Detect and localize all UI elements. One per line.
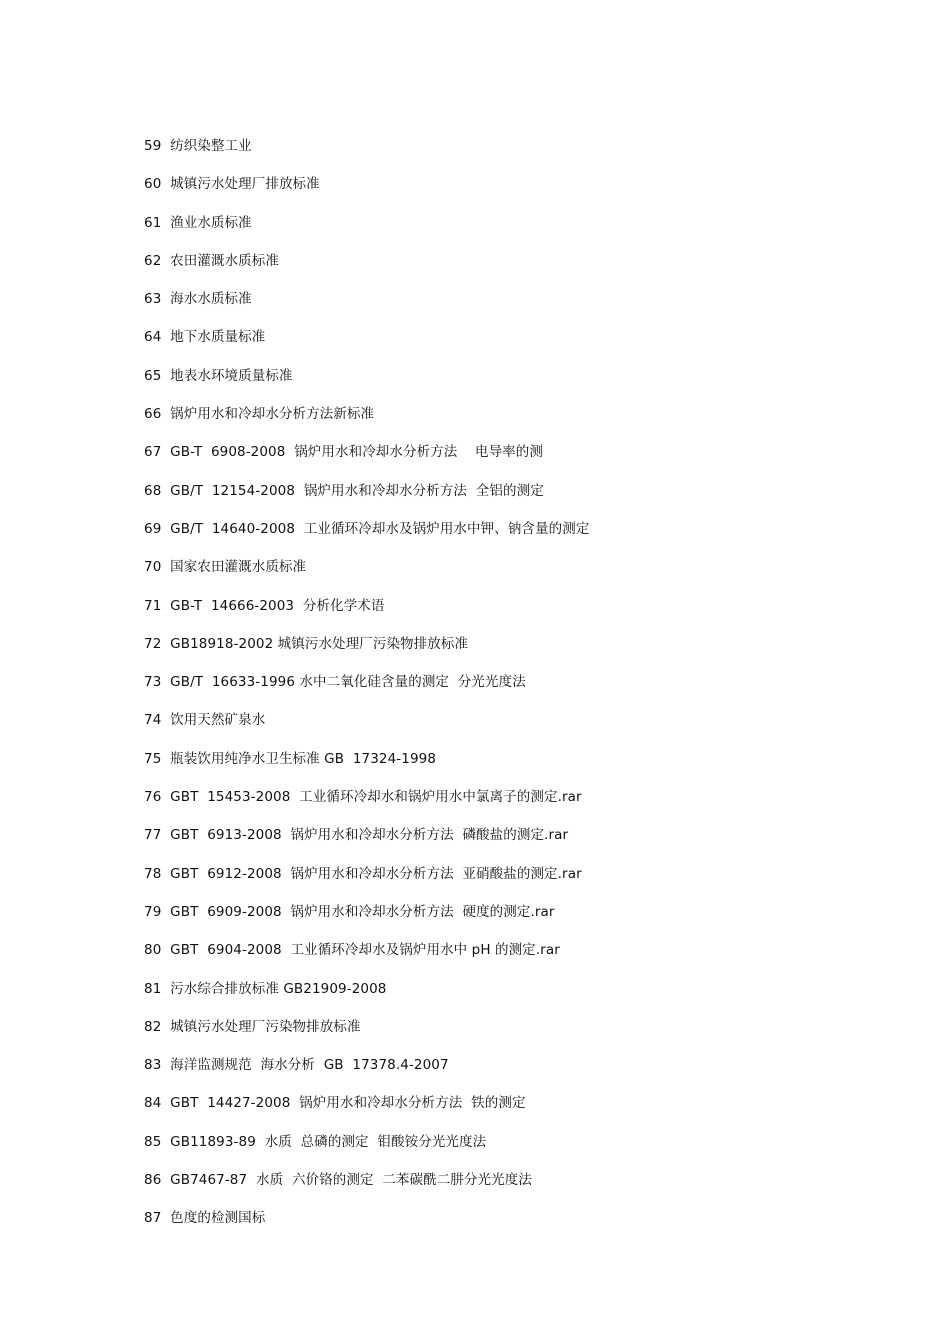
list-item: 86 GB7467-87 水质 六价铬的测定 二苯碳酰二肼分光光度法 bbox=[144, 1172, 532, 1189]
list-item: 70 国家农田灌溉水质标准 bbox=[144, 559, 307, 576]
list-item: 82 城镇污水处理厂污染物排放标准 bbox=[144, 1018, 361, 1035]
standards-list bbox=[144, 134, 589, 1245]
list-item: 80 GBT 6904-2008 工业循环冷却水及锅炉用水中 pH 的测定.rar bbox=[144, 942, 560, 959]
list-item: 59 纺织染整工业 bbox=[144, 138, 252, 154]
list-item: 85 GB11893-89 水质 总磷的测定 钼酸铵分光光度法 bbox=[144, 1133, 487, 1150]
list-item: 69 GB/T 14640-2008 工业循环冷却水及锅炉用水中钾、钠含量的测定 bbox=[144, 520, 590, 537]
list-item: 61 渔业水质标准 bbox=[144, 214, 252, 231]
list-item: 81 污水综合排放标准 GB21909-2008 bbox=[144, 980, 387, 997]
list-item: 71 GB-T 14666-2003 分析化学术语 bbox=[144, 597, 385, 614]
list-item: 60 城镇污水处理厂排放标准 bbox=[144, 176, 320, 193]
list-item: 65 地表水环境质量标准 bbox=[144, 367, 293, 384]
list-item: 63 海水水质标准 bbox=[144, 291, 252, 308]
list-item: 67 GB-T 6908-2008 锅炉用水和冷却水分析方法 电导率的测 bbox=[144, 444, 543, 461]
list-item: 72 GB18918-2002 城镇污水处理厂污染物排放标准 bbox=[144, 635, 469, 652]
list-item: 66 锅炉用水和冷却水分析方法新标准 bbox=[144, 406, 375, 423]
list-item: 87 色度的检测国标 bbox=[144, 1210, 266, 1227]
list-item: 78 GBT 6912-2008 锅炉用水和冷却水分析方法 亚硝酸盐的测定.rar bbox=[144, 865, 582, 882]
list-item: 75 瓶装饮用纯净水卫生标准 GB 17324-1998 bbox=[144, 750, 437, 767]
list-item: 76 GBT 15453-2008 工业循环冷却水和锅炉用水中氯离子的测定.rar bbox=[144, 789, 582, 806]
list-item: 62 农田灌溉水质标准 bbox=[144, 252, 279, 269]
list-item: 83 海洋监测规范 海水分析 GB 17378.4-2007 bbox=[144, 1057, 449, 1074]
list-item: 77 GBT 6913-2008 锅炉用水和冷却水分析方法 磷酸盐的测定.rar bbox=[144, 827, 569, 844]
list-item: 79 GBT 6909-2008 锅炉用水和冷却水分析方法 硬度的测定.rar bbox=[144, 903, 555, 920]
list-item: 68 GB/T 12154-2008 锅炉用水和冷却水分析方法 全铝的测定 bbox=[144, 482, 544, 499]
list-item: 74 饮用天然矿泉水 bbox=[144, 712, 266, 729]
list-item: 64 地下水质量标准 bbox=[144, 329, 266, 346]
list-item: 84 GBT 14427-2008 锅炉用水和冷却水分析方法 铁的测定 bbox=[144, 1095, 526, 1112]
list-item: 73 GB/T 16633-1996 水中二氧化硅含量的测定 分光光度法 bbox=[144, 674, 526, 691]
